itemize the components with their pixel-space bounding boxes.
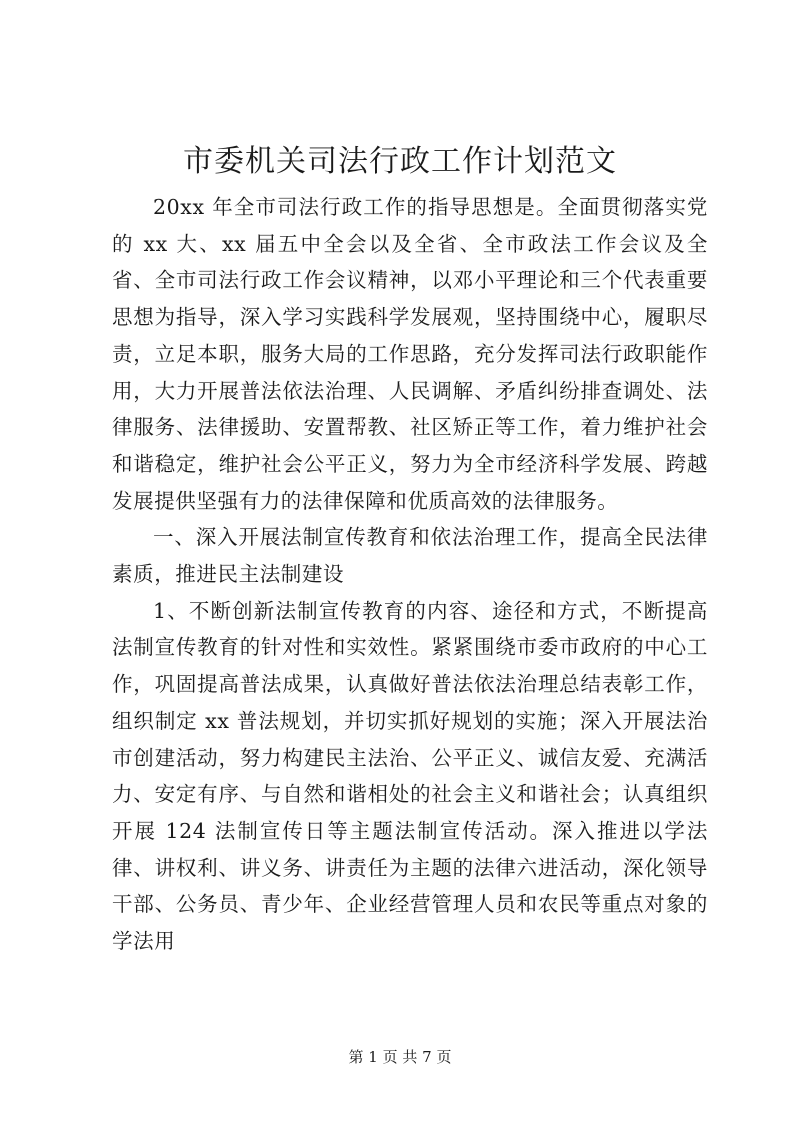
document-title: 市委机关司法行政工作计划范文 bbox=[183, 144, 617, 179]
page-number-footer: 第 1 页 共 7 页 bbox=[348, 1048, 452, 1066]
paragraph-item-1: 1、不断创新法制宣传教育的内容、途径和方式，不断提高法制宣传教育的针对性和实效性。紧紧围绕市委市政府的中心工作，巩固提高普法成果，认真做好普法依法治理总结表彰工作，组织制定 xx 普法规划，并切实抓好规划的实施；深入开展法治市创建活动，努力构建民主法治、公平正义、诚信友爱、充满活力、安定有序、与自然和谐相处的社会主义和谐社会；认真组织开展 124 法制宣传日等主题法制宣传活动。深入推进以学法律、讲权利、讲义务、讲责任为主题的法律六进活动，深化领导干部、公务员、青少年、企业经营管理人员和农民等重点对象的学法用 bbox=[112, 598, 708, 954]
document-body bbox=[112, 189, 708, 960]
paragraph-intro: 20xx 年全市司法行政工作的指导思想是。全面贯彻落实党的 xx 大、xx 届五中全会以及全省、全市政法工作会议及全省、全市司法行政工作会议精神，以邓小平理论和三个代表重要思想为指导，深入学习实践科学发展观，坚持围绕中心，履职尽责，立足本职，服务大局的工作思路，充分发挥司法行政职能作用，大力开展普法依法治理、人民调解、矛盾纠纷排查调处、法律服务、法律援助、安置帮教、社区矫正等工作，着力维护社会和谐稳定，维护社会公平正义，努力为全市经济科学发展、跨越发展提供坚强有力的法律保障和优质高效的法律服务。 bbox=[112, 195, 708, 513]
paragraph-section-heading: 一、深入开展法制宣传教育和依法治理工作，提高全民法律素质，推进民主法制建设 bbox=[112, 525, 708, 587]
